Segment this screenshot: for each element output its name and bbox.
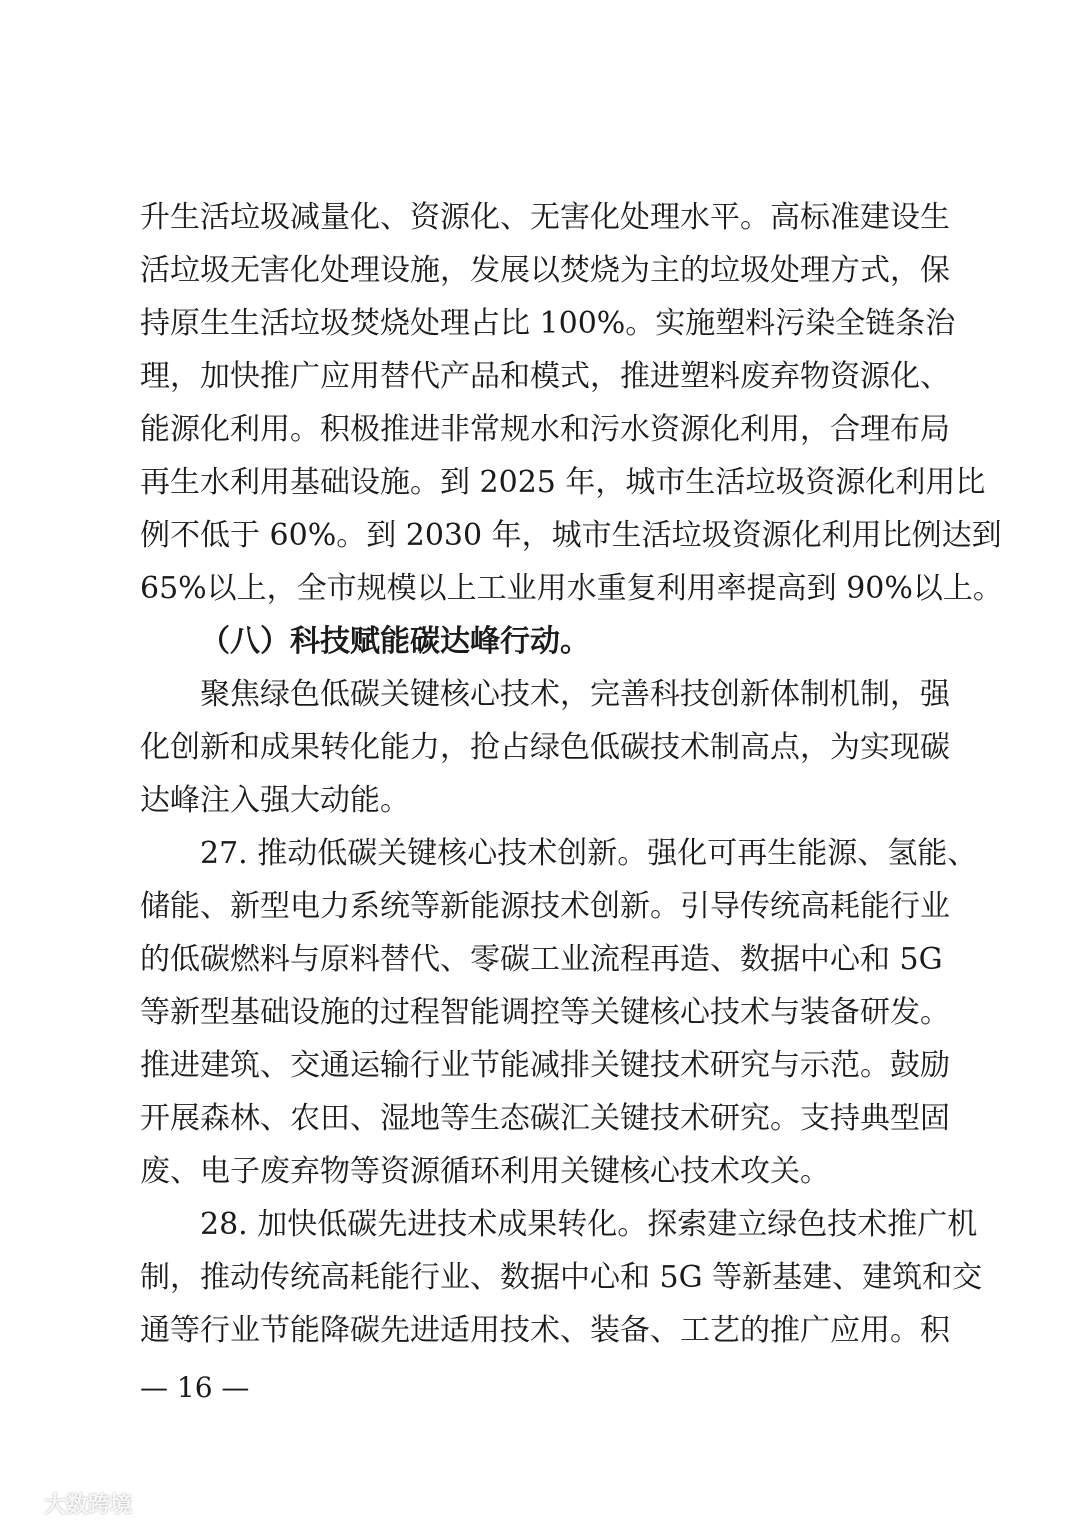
paragraph-line: 制，推动传统高耗能行业、数据中心和 5G 等新基建、建筑和交 xyxy=(140,1260,983,1295)
watermark xyxy=(10,1488,132,1518)
paragraph-line: 27. 推动低碳关键核心技术创新。强化可再生能源、氢能、 xyxy=(200,836,978,871)
paragraph-line: 能源化利用。积极推进非常规水和污水资源化利用，合理布局 xyxy=(140,412,950,447)
paragraph-line: 等新型基础设施的过程智能调控等关键核心技术与装备研发。 xyxy=(140,995,950,1030)
paragraph-line: 升生活垃圾减量化、资源化、无害化处理水平。高标准建设生 xyxy=(140,200,950,235)
paragraph-line: 理，加快推广应用替代产品和模式，推进塑料废弃物资源化、 xyxy=(140,359,950,394)
paragraph-line: 再生水利用基础设施。到 2025 年，城市生活垃圾资源化利用比 xyxy=(140,465,986,500)
paragraph-line: 通等行业节能降碳先进适用技术、装备、工艺的推广应用。积 xyxy=(140,1313,950,1348)
section-heading: （八）科技赋能碳达峰行动。 xyxy=(200,624,590,659)
paragraph-line: 活垃圾无害化处理设施，发展以焚烧为主的垃圾处理方式，保 xyxy=(140,253,950,288)
page-number: — 16 — xyxy=(140,1371,250,1404)
paragraph-line: 储能、新型电力系统等新能源技术创新。引导传统高耗能行业 xyxy=(140,889,950,924)
weibo-icon xyxy=(10,1490,40,1516)
paragraph-line: 65%以上，全市规模以上工业用水重复利用率提高到 90%以上。 xyxy=(140,571,1003,606)
paragraph-line: 化创新和成果转化能力，抢占绿色低碳技术制高点，为实现碳 xyxy=(140,730,950,765)
paragraph-line: 废、电子废弃物等资源循环利用关键核心技术攻关。 xyxy=(140,1154,830,1189)
paragraph-line: 开展森林、农田、湿地等生态碳汇关键技术研究。支持典型固 xyxy=(140,1101,950,1136)
paragraph-line: 推进建筑、交通运输行业节能减排关键技术研究与示范。鼓励 xyxy=(140,1048,950,1083)
paragraph-line: 28. 加快低碳先进技术成果转化。探索建立绿色技术推广机 xyxy=(200,1207,978,1242)
paragraph-line: 持原生生活垃圾焚烧处理占比 100%。实施塑料污染全链条治 xyxy=(140,306,956,341)
paragraph-line: 的低碳燃料与原料替代、零碳工业流程再造、数据中心和 5G xyxy=(140,942,943,977)
watermark-text: 大数跨境 xyxy=(44,1492,133,1518)
paragraph-line: 聚焦绿色低碳关键核心技术，完善科技创新体制机制，强 xyxy=(200,677,950,712)
paragraph-line: 达峰注入强大动能。 xyxy=(140,783,410,818)
paragraph-line: 例不低于 60%。到 2030 年，城市生活垃圾资源化利用比例达到 xyxy=(140,518,1002,553)
